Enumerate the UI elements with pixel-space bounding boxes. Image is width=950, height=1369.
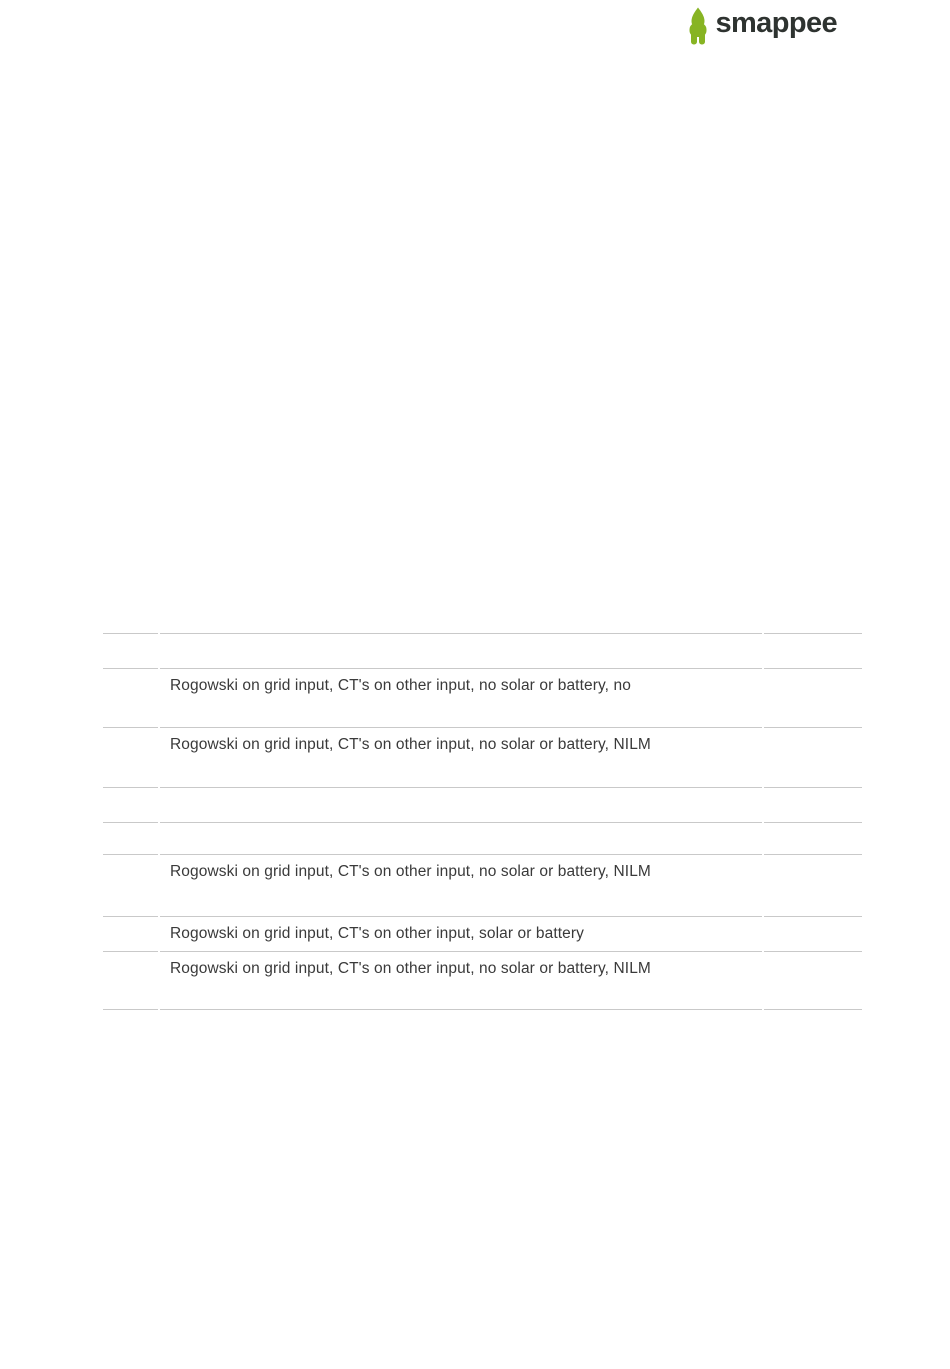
smappee-logo bbox=[684, 5, 837, 45]
table-cell-left bbox=[103, 787, 158, 822]
smappee-wordmark: smappee bbox=[715, 7, 837, 39]
table-cell-description: Rogowski on grid input, CT's on other input, no solar or battery, no bbox=[160, 668, 762, 727]
table-cell-description bbox=[160, 822, 762, 854]
table-cell-right bbox=[764, 727, 862, 787]
table-cell-description: Rogowski on grid input, CT's on other input, solar or battery bbox=[160, 916, 762, 951]
table-cell-right bbox=[764, 633, 862, 668]
table-row bbox=[103, 951, 862, 1009]
table-cell-right bbox=[764, 854, 862, 916]
table-row bbox=[103, 822, 862, 854]
table-cell-description bbox=[160, 787, 762, 822]
table-row bbox=[103, 787, 862, 822]
table-cell-left bbox=[103, 854, 158, 916]
smappee-genie-icon bbox=[684, 7, 712, 45]
table-cell-description: Rogowski on grid input, CT's on other input, no solar or battery, NILM bbox=[160, 854, 762, 916]
table-cell-description bbox=[160, 633, 762, 668]
table-cell-left bbox=[103, 916, 158, 951]
table-cell-left bbox=[103, 727, 158, 787]
table-row bbox=[103, 727, 862, 787]
table-cell-left bbox=[103, 822, 158, 854]
table-cell-right bbox=[764, 822, 862, 854]
table-row bbox=[103, 854, 862, 916]
table-cell-left bbox=[103, 668, 158, 727]
table-row bbox=[103, 633, 862, 668]
table-cell-description: Rogowski on grid input, CT's on other input, no solar or battery, NILM bbox=[160, 727, 762, 787]
configuration-table bbox=[103, 633, 862, 1009]
table-row bbox=[103, 916, 862, 951]
table-cell-left bbox=[103, 951, 158, 1009]
table-cell-right bbox=[764, 787, 862, 822]
table-cell-description: Rogowski on grid input, CT's on other input, no solar or battery, NILM bbox=[160, 951, 762, 1009]
table-cell-left bbox=[103, 633, 158, 668]
table-row bbox=[103, 668, 862, 727]
table-cell-right bbox=[764, 916, 862, 951]
table-cell-right bbox=[764, 951, 862, 1009]
table-cell-right bbox=[764, 668, 862, 727]
